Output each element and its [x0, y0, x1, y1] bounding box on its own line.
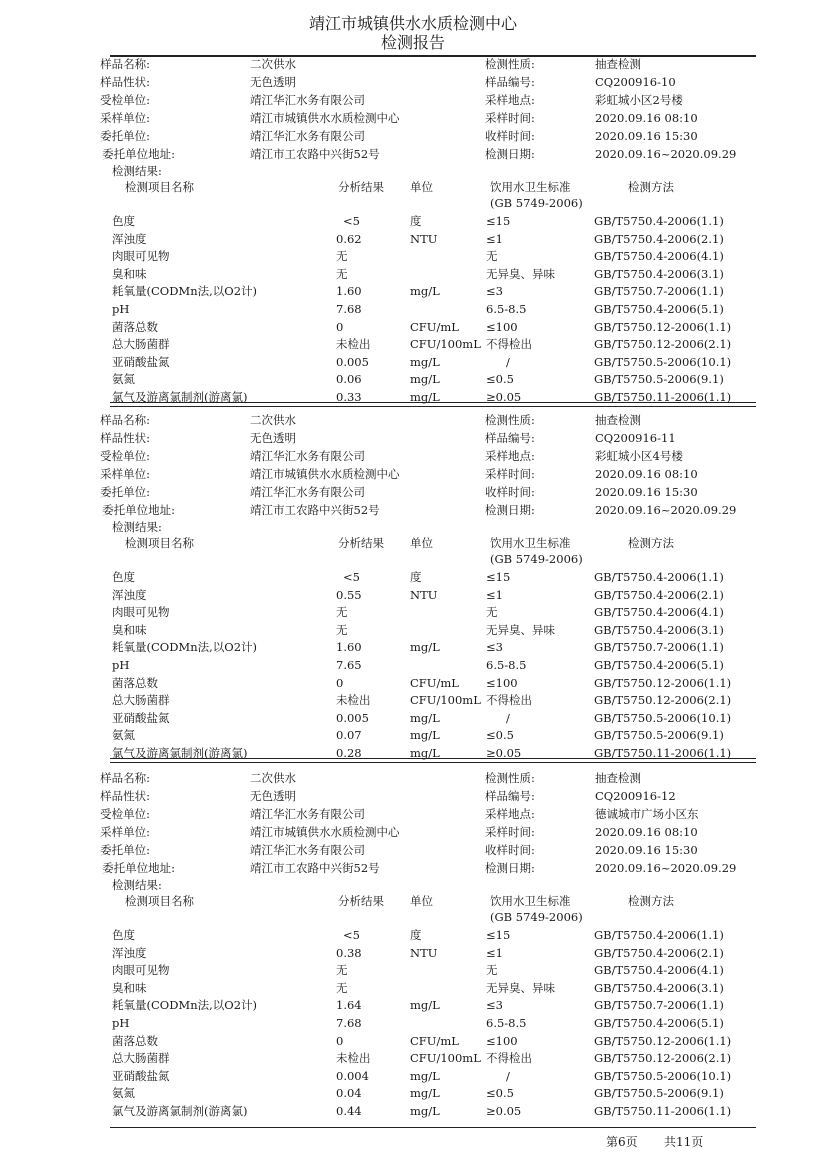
item-name: pH: [112, 1016, 130, 1030]
header-divider: [110, 55, 756, 57]
item-unit: CFU/mL: [410, 675, 459, 690]
item-unit: CFU/100mL: [410, 693, 481, 708]
label-test-date: 检测日期:: [485, 147, 535, 161]
item-name: 氨氮: [112, 372, 135, 387]
value-client-unit: 靖江华汇水务有限公司: [250, 843, 365, 857]
item-standard: ≤3: [486, 998, 503, 1013]
item-result: <5: [343, 214, 360, 228]
value-sample-no: CQ200916-12: [595, 789, 676, 803]
item-standard: ≤1: [486, 231, 503, 246]
item-name: 氯气及游离氯制剂(游离氯): [112, 746, 248, 760]
label-sampling-site: 采样地点:: [485, 449, 535, 463]
item-method: GB/T5750.12-2006(1.1): [594, 319, 732, 334]
value-inspected-unit: 靖江华汇水务有限公司: [250, 807, 365, 821]
col-standard-code: (GB 5749-2006): [490, 552, 583, 566]
value-test-type: 抽查检测: [595, 771, 641, 785]
item-result: 无: [336, 963, 348, 978]
col-item-name: 检测项目名称: [125, 536, 194, 550]
item-standard: ≥0.05: [486, 390, 522, 404]
value-sample-nature: 无色透明: [250, 789, 296, 803]
item-result: 未检出: [336, 693, 371, 708]
label-sample-no: 样品编号:: [485, 789, 535, 803]
item-method: GB/T5750.5-2006(10.1): [594, 710, 732, 725]
section-divider: [110, 762, 756, 763]
item-standard: ≤15: [486, 214, 511, 228]
item-standard: ≤15: [486, 570, 511, 584]
value-test-type: 抽查检测: [595, 413, 641, 427]
label-sampling-unit: 采样单位:: [100, 467, 150, 481]
item-name: pH: [112, 302, 130, 316]
item-name: 浑浊度: [112, 945, 147, 960]
value-sample-name: 二次供水: [250, 57, 296, 71]
item-name: 总大肠菌群: [112, 693, 170, 708]
item-standard: ≤3: [486, 640, 503, 655]
value-sampling-time: 2020.09.16 08:10: [595, 467, 698, 481]
value-sampling-site: 彩虹城小区4号楼: [595, 449, 683, 463]
label-sample-nature: 样品性状:: [100, 431, 150, 445]
item-name: 氨氮: [112, 1086, 135, 1101]
label-inspected-unit: 受检单位:: [100, 449, 150, 463]
label-test-date: 检测日期:: [485, 503, 535, 517]
item-name: 肉眼可见物: [112, 605, 170, 620]
item-result: 0: [336, 319, 344, 334]
item-name: 菌落总数: [112, 319, 158, 334]
results-label: 检测结果:: [112, 878, 162, 892]
item-method: GB/T5750.4-2006(4.1): [594, 605, 724, 620]
item-method: GB/T5750.5-2006(9.1): [594, 1086, 724, 1101]
label-test-type: 检测性质:: [485, 771, 535, 785]
value-sampling-site: 德诚城市广场小区东: [595, 807, 699, 821]
item-result: 7.68: [336, 302, 362, 316]
item-name: 亚硝酸盐氮: [112, 1068, 170, 1083]
item-result: 0.55: [336, 587, 362, 602]
value-sample-name: 二次供水: [250, 413, 296, 427]
value-client-address: 靖江市工农路中兴街52号: [250, 503, 380, 517]
item-standard: ≤15: [486, 928, 511, 942]
item-method: GB/T5750.4-2006(3.1): [594, 622, 724, 637]
report-subtitle: 检测报告: [380, 33, 445, 52]
value-client-unit: 靖江华汇水务有限公司: [250, 485, 365, 499]
value-receipt-time: 2020.09.16 15:30: [595, 843, 698, 857]
value-test-date: 2020.09.16~2020.09.29: [595, 147, 737, 161]
value-sampling-unit: 靖江市城镇供水水质检测中心: [250, 825, 400, 839]
col-unit: 单位: [410, 180, 433, 194]
item-result: 0.06: [336, 372, 362, 387]
label-sampling-time: 采样时间:: [485, 467, 535, 481]
value-sample-no: CQ200916-10: [595, 75, 676, 89]
item-method: GB/T5750.4-2006(3.1): [594, 980, 724, 995]
item-standard: 无: [486, 249, 498, 264]
item-method: GB/T5750.7-2006(1.1): [594, 284, 724, 299]
label-sample-name: 样品名称:: [100, 57, 150, 71]
item-name: 色度: [112, 214, 135, 228]
label-test-date: 检测日期:: [485, 861, 535, 875]
results-label: 检测结果:: [112, 520, 162, 534]
col-item-name: 检测项目名称: [125, 180, 194, 194]
item-standard: 无: [486, 963, 498, 978]
item-name: 臭和味: [112, 266, 147, 281]
item-result: 1.60: [336, 284, 362, 299]
item-result: 0.005: [336, 354, 369, 369]
label-receipt-time: 收样时间:: [485, 129, 535, 143]
item-name: 总大肠菌群: [112, 337, 170, 352]
label-receipt-time: 收样时间:: [485, 485, 535, 499]
value-test-date: 2020.09.16~2020.09.29: [595, 503, 737, 517]
item-name: 总大肠菌群: [112, 1051, 170, 1066]
value-sampling-unit: 靖江市城镇供水水质检测中心: [250, 467, 400, 481]
item-result: <5: [343, 928, 360, 942]
item-unit: mg/L: [410, 1086, 440, 1101]
item-method: GB/T5750.12-2006(2.1): [594, 693, 732, 708]
item-standard: ≤100: [486, 319, 518, 334]
item-standard: ≤0.5: [486, 728, 514, 743]
item-result: 无: [336, 605, 348, 620]
item-method: GB/T5750.5-2006(10.1): [594, 354, 732, 369]
value-inspected-unit: 靖江华汇水务有限公司: [250, 93, 365, 107]
item-standard: ≤0.5: [486, 372, 514, 387]
item-standard: 无: [486, 605, 498, 620]
item-standard: 6.5-8.5: [486, 658, 527, 672]
label-receipt-time: 收样时间:: [485, 843, 535, 857]
label-client-address: 委托单位地址:: [102, 503, 175, 517]
item-name: 耗氧量(CODMn法,以O2计): [112, 284, 258, 299]
item-method: GB/T5750.11-2006(1.1): [594, 1104, 732, 1118]
col-unit: 单位: [410, 894, 433, 908]
label-client-address: 委托单位地址:: [102, 147, 175, 161]
item-method: GB/T5750.4-2006(4.1): [594, 249, 724, 264]
item-method: GB/T5750.5-2006(9.1): [594, 728, 724, 743]
label-sampling-site: 采样地点:: [485, 807, 535, 821]
item-standard: 不得检出: [486, 337, 532, 352]
item-standard: /: [506, 354, 510, 369]
item-name: 浑浊度: [112, 231, 147, 246]
value-client-address: 靖江市工农路中兴街52号: [250, 147, 380, 161]
col-method: 检测方法: [628, 894, 674, 908]
item-standard: /: [506, 1068, 510, 1083]
item-method: GB/T5750.4-2006(5.1): [594, 1016, 724, 1030]
item-name: 臭和味: [112, 622, 147, 637]
item-unit: NTU: [410, 587, 438, 602]
item-method: GB/T5750.4-2006(5.1): [594, 302, 724, 316]
item-result: 未检出: [336, 1051, 371, 1066]
item-result: 0.33: [336, 390, 362, 404]
item-unit: mg/L: [410, 640, 440, 655]
item-method: GB/T5750.4-2006(2.1): [594, 231, 724, 246]
item-method: GB/T5750.12-2006(2.1): [594, 337, 732, 352]
item-standard: 6.5-8.5: [486, 1016, 527, 1030]
item-method: GB/T5750.4-2006(1.1): [594, 214, 724, 228]
label-sampling-site: 采样地点:: [485, 93, 535, 107]
item-method: GB/T5750.4-2006(5.1): [594, 658, 724, 672]
value-sample-nature: 无色透明: [250, 431, 296, 445]
item-method: GB/T5750.4-2006(1.1): [594, 570, 724, 584]
item-standard: 无异臭、异味: [486, 622, 555, 637]
item-name: 菌落总数: [112, 675, 158, 690]
item-method: GB/T5750.12-2006(1.1): [594, 1033, 732, 1048]
item-standard: 不得检出: [486, 1051, 532, 1066]
col-method: 检测方法: [628, 536, 674, 550]
item-name: 耗氧量(CODMn法,以O2计): [112, 640, 258, 655]
page-number: 第6页: [606, 1135, 638, 1149]
col-result: 分析结果: [338, 894, 384, 908]
item-result: 0.44: [336, 1104, 362, 1118]
label-sample-nature: 样品性状:: [100, 789, 150, 803]
value-sampling-time: 2020.09.16 08:10: [595, 111, 698, 125]
item-name: 臭和味: [112, 980, 147, 995]
item-standard: ≥0.05: [486, 746, 522, 760]
item-result: 未检出: [336, 337, 371, 352]
item-name: 氯气及游离氯制剂(游离氯): [112, 390, 248, 404]
label-test-type: 检测性质:: [485, 57, 535, 71]
item-unit: mg/L: [410, 728, 440, 743]
item-result: 0.004: [336, 1068, 369, 1083]
label-sampling-time: 采样时间:: [485, 111, 535, 125]
item-standard: ≤1: [486, 945, 503, 960]
value-client-unit: 靖江华汇水务有限公司: [250, 129, 365, 143]
label-sample-name: 样品名称:: [100, 413, 150, 427]
item-standard: 6.5-8.5: [486, 302, 527, 316]
item-result: 1.64: [336, 998, 362, 1013]
item-method: GB/T5750.4-2006(4.1): [594, 963, 724, 978]
item-unit: mg/L: [410, 372, 440, 387]
label-test-type: 检测性质:: [485, 413, 535, 427]
label-inspected-unit: 受检单位:: [100, 93, 150, 107]
item-standard: 无异臭、异味: [486, 266, 555, 281]
item-unit: mg/L: [410, 998, 440, 1013]
item-standard: 不得检出: [486, 693, 532, 708]
item-unit: mg/L: [410, 284, 440, 299]
page-total: 共11页: [664, 1135, 704, 1149]
value-inspected-unit: 靖江华汇水务有限公司: [250, 449, 365, 463]
item-standard: ≥0.05: [486, 1104, 522, 1118]
item-unit: mg/L: [410, 746, 440, 760]
value-test-type: 抽查检测: [595, 57, 641, 71]
item-method: GB/T5750.11-2006(1.1): [594, 746, 732, 760]
item-name: 耗氧量(CODMn法,以O2计): [112, 998, 258, 1013]
item-unit: CFU/100mL: [410, 1051, 481, 1066]
item-standard: ≤0.5: [486, 1086, 514, 1101]
item-unit: 度: [410, 214, 422, 228]
label-inspected-unit: 受检单位:: [100, 807, 150, 821]
item-name: 肉眼可见物: [112, 963, 170, 978]
label-sample-nature: 样品性状:: [100, 75, 150, 89]
item-method: GB/T5750.12-2006(2.1): [594, 1051, 732, 1066]
label-sampling-time: 采样时间:: [485, 825, 535, 839]
value-sampling-site: 彩虹城小区2号楼: [595, 93, 683, 107]
item-name: pH: [112, 658, 130, 672]
item-name: 浑浊度: [112, 587, 147, 602]
item-result: 7.65: [336, 658, 362, 672]
label-client-address: 委托单位地址:: [102, 861, 175, 875]
col-result: 分析结果: [338, 536, 384, 550]
item-method: GB/T5750.5-2006(9.1): [594, 372, 724, 387]
item-standard: /: [506, 710, 510, 725]
item-unit: CFU/mL: [410, 1033, 459, 1048]
page-title: 靖江市城镇供水水质检测中心: [308, 14, 517, 33]
label-sampling-unit: 采样单位:: [100, 111, 150, 125]
label-client-unit: 委托单位:: [100, 129, 150, 143]
value-sampling-unit: 靖江市城镇供水水质检测中心: [250, 111, 400, 125]
item-name: 氨氮: [112, 728, 135, 743]
item-method: GB/T5750.5-2006(10.1): [594, 1068, 732, 1083]
item-result: 0.28: [336, 746, 362, 760]
item-unit: NTU: [410, 231, 438, 246]
col-unit: 单位: [410, 536, 433, 550]
label-sample-no: 样品编号:: [485, 431, 535, 445]
col-standard: 饮用水卫生标准: [490, 894, 571, 908]
value-receipt-time: 2020.09.16 15:30: [595, 129, 698, 143]
col-method: 检测方法: [628, 180, 674, 194]
value-receipt-time: 2020.09.16 15:30: [595, 485, 698, 499]
item-result: <5: [343, 570, 360, 584]
item-result: 0.005: [336, 710, 369, 725]
item-standard: 无异臭、异味: [486, 980, 555, 995]
value-client-address: 靖江市工农路中兴街52号: [250, 861, 380, 875]
item-standard: ≤100: [486, 1033, 518, 1048]
col-standard-code: (GB 5749-2006): [490, 196, 583, 210]
item-name: 菌落总数: [112, 1033, 158, 1048]
item-name: 氯气及游离氯制剂(游离氯): [112, 1104, 248, 1118]
label-client-unit: 委托单位:: [100, 485, 150, 499]
col-standard: 饮用水卫生标准: [490, 180, 571, 194]
item-result: 7.68: [336, 1016, 362, 1030]
col-item-name: 检测项目名称: [125, 894, 194, 908]
section-divider: [110, 402, 756, 403]
item-method: GB/T5750.4-2006(3.1): [594, 266, 724, 281]
item-unit: 度: [410, 928, 422, 942]
item-method: GB/T5750.4-2006(1.1): [594, 928, 724, 942]
label-sample-name: 样品名称:: [100, 771, 150, 785]
col-result: 分析结果: [338, 180, 384, 194]
value-sampling-time: 2020.09.16 08:10: [595, 825, 698, 839]
item-unit: NTU: [410, 945, 438, 960]
footer-divider: [110, 1127, 756, 1128]
item-name: 亚硝酸盐氮: [112, 710, 170, 725]
item-result: 0: [336, 675, 344, 690]
item-unit: mg/L: [410, 390, 440, 404]
item-method: GB/T5750.11-2006(1.1): [594, 390, 732, 404]
item-name: 亚硝酸盐氮: [112, 354, 170, 369]
item-name: 色度: [112, 928, 135, 942]
item-result: 0.04: [336, 1086, 362, 1101]
item-result: 无: [336, 249, 348, 264]
item-result: 无: [336, 980, 348, 995]
item-unit: mg/L: [410, 1068, 440, 1083]
item-unit: CFU/mL: [410, 319, 459, 334]
label-client-unit: 委托单位:: [100, 843, 150, 857]
item-method: GB/T5750.12-2006(1.1): [594, 675, 732, 690]
section-divider: [110, 758, 756, 759]
item-method: GB/T5750.7-2006(1.1): [594, 998, 724, 1013]
item-unit: mg/L: [410, 710, 440, 725]
value-test-date: 2020.09.16~2020.09.29: [595, 861, 737, 875]
section-divider: [110, 406, 756, 407]
item-name: 肉眼可见物: [112, 249, 170, 264]
item-standard: ≤1: [486, 587, 503, 602]
col-standard-code: (GB 5749-2006): [490, 910, 583, 924]
item-result: 0.62: [336, 231, 362, 246]
results-label: 检测结果:: [112, 164, 162, 178]
item-unit: 度: [410, 570, 422, 584]
item-method: GB/T5750.7-2006(1.1): [594, 640, 724, 655]
item-result: 0: [336, 1033, 344, 1048]
item-name: 色度: [112, 570, 135, 584]
item-result: 0.07: [336, 728, 362, 743]
item-result: 0.38: [336, 945, 362, 960]
item-standard: ≤100: [486, 675, 518, 690]
value-sample-no: CQ200916-11: [595, 431, 676, 445]
item-unit: mg/L: [410, 354, 440, 369]
label-sample-no: 样品编号:: [485, 75, 535, 89]
value-sample-nature: 无色透明: [250, 75, 296, 89]
item-result: 1.60: [336, 640, 362, 655]
col-standard: 饮用水卫生标准: [490, 536, 571, 550]
label-sampling-unit: 采样单位:: [100, 825, 150, 839]
item-method: GB/T5750.4-2006(2.1): [594, 945, 724, 960]
value-sample-name: 二次供水: [250, 771, 296, 785]
item-result: 无: [336, 266, 348, 281]
item-method: GB/T5750.4-2006(2.1): [594, 587, 724, 602]
item-standard: ≤3: [486, 284, 503, 299]
item-unit: CFU/100mL: [410, 337, 481, 352]
item-result: 无: [336, 622, 348, 637]
item-unit: mg/L: [410, 1104, 440, 1118]
